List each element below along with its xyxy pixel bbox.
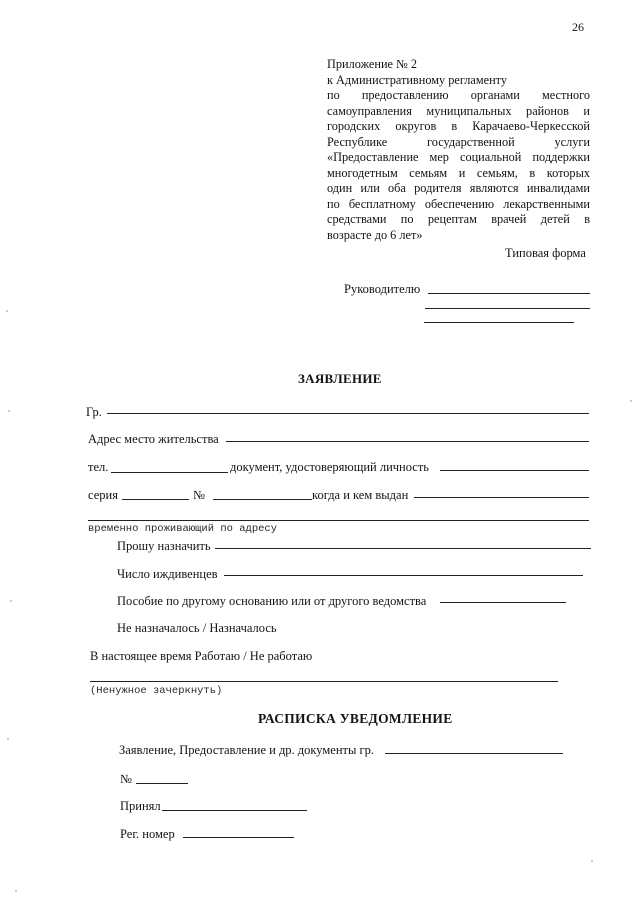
receipt-reg-number-label: Рег. номер: [120, 827, 175, 841]
issued-label: когда и кем выдан: [312, 488, 409, 502]
scan-speck: [8, 410, 10, 412]
appendix-line: по предоставлению органами местного: [327, 88, 590, 102]
addressee-line-2[interactable]: [425, 308, 590, 309]
receipt-documents-label: Заявление, Предоставление и др. документы гр.: [119, 743, 375, 757]
appendix-line: к Административному регламенту: [327, 72, 508, 87]
appendix-line: городских округов в Карачаево-Черкесской: [327, 119, 590, 133]
appendix-line: один или оба родителя являются инвалидами: [327, 181, 590, 195]
appendix-line: самоуправления муниципальных районов и: [327, 103, 590, 118]
citizen-label: Гр.: [86, 405, 102, 419]
page-number: 26: [572, 20, 584, 34]
addressee-line-3[interactable]: [424, 322, 574, 323]
temp-address-caption: временно проживающий по адресу: [88, 523, 278, 535]
appendix-line: Республике государственной услуги: [327, 134, 590, 149]
addressee-line-1[interactable]: [428, 293, 590, 294]
request-field[interactable]: [215, 548, 591, 549]
request-label: Прошу назначить: [117, 539, 211, 553]
receipt-received-field[interactable]: [162, 810, 307, 811]
dependents-field[interactable]: [224, 575, 583, 576]
dependents-label: Число иждивенцев: [117, 567, 218, 581]
form-type-label: Типовая форма: [505, 246, 586, 260]
receipt-reg-number-field[interactable]: [183, 837, 294, 838]
appendix-line: многодетным семьям и семьям, в которых: [327, 165, 590, 180]
phone-field[interactable]: [111, 472, 228, 473]
scan-speck: [7, 738, 9, 740]
appendix-line: «Предоставление мер социальной поддержки: [327, 150, 590, 164]
series-label: серия: [88, 488, 118, 502]
employment-option[interactable]: В настоящее время Работаю / Не работаю: [90, 649, 313, 663]
assigned-option[interactable]: Не назначалось / Назначалось: [117, 621, 277, 635]
scan-speck: [591, 860, 593, 862]
receipt-number-field[interactable]: [136, 783, 188, 784]
statement-title: ЗАЯВЛЕНИЕ: [298, 371, 382, 386]
appendix-line: Приложение № 2: [327, 57, 418, 71]
address-label: Адрес место жительства: [88, 432, 219, 446]
scan-speck: [15, 890, 17, 892]
other-benefit-label: Пособие по другому основанию или от другого ведомства: [117, 594, 427, 608]
other-benefit-field[interactable]: [440, 602, 566, 603]
number-field[interactable]: [213, 499, 312, 500]
appendix-line: возрасте до 6 лет»: [327, 227, 423, 242]
issued-field[interactable]: [414, 497, 589, 498]
receipt-documents-field[interactable]: [385, 753, 563, 754]
address-field[interactable]: [226, 441, 589, 442]
receipt-number-label: №: [120, 772, 132, 786]
receipt-title: РАСПИСКА УВЕДОМЛЕНИЕ: [258, 711, 453, 726]
number-label: №: [193, 488, 205, 502]
scan-speck: [630, 400, 632, 402]
series-field[interactable]: [122, 499, 189, 500]
temp-address-field[interactable]: [88, 520, 589, 521]
citizen-field[interactable]: [107, 413, 589, 414]
addressee-label: Руководителю: [344, 282, 421, 296]
appendix-line: средствами по рецептам врачей детей в: [327, 212, 590, 226]
employment-line[interactable]: [90, 681, 558, 682]
appendix-line: по бесплатному обеспечению лекарственными: [327, 196, 590, 211]
appendix-header: [327, 57, 590, 243]
id-document-label: документ, удостоверяющий личность: [230, 460, 430, 474]
strike-note: (Ненужное зачеркнуть): [90, 685, 223, 697]
scan-speck: [10, 600, 12, 602]
receipt-received-label: Принял: [120, 799, 161, 813]
phone-label: тел.: [88, 460, 109, 474]
scan-speck: [6, 310, 8, 312]
id-document-field[interactable]: [440, 470, 589, 471]
